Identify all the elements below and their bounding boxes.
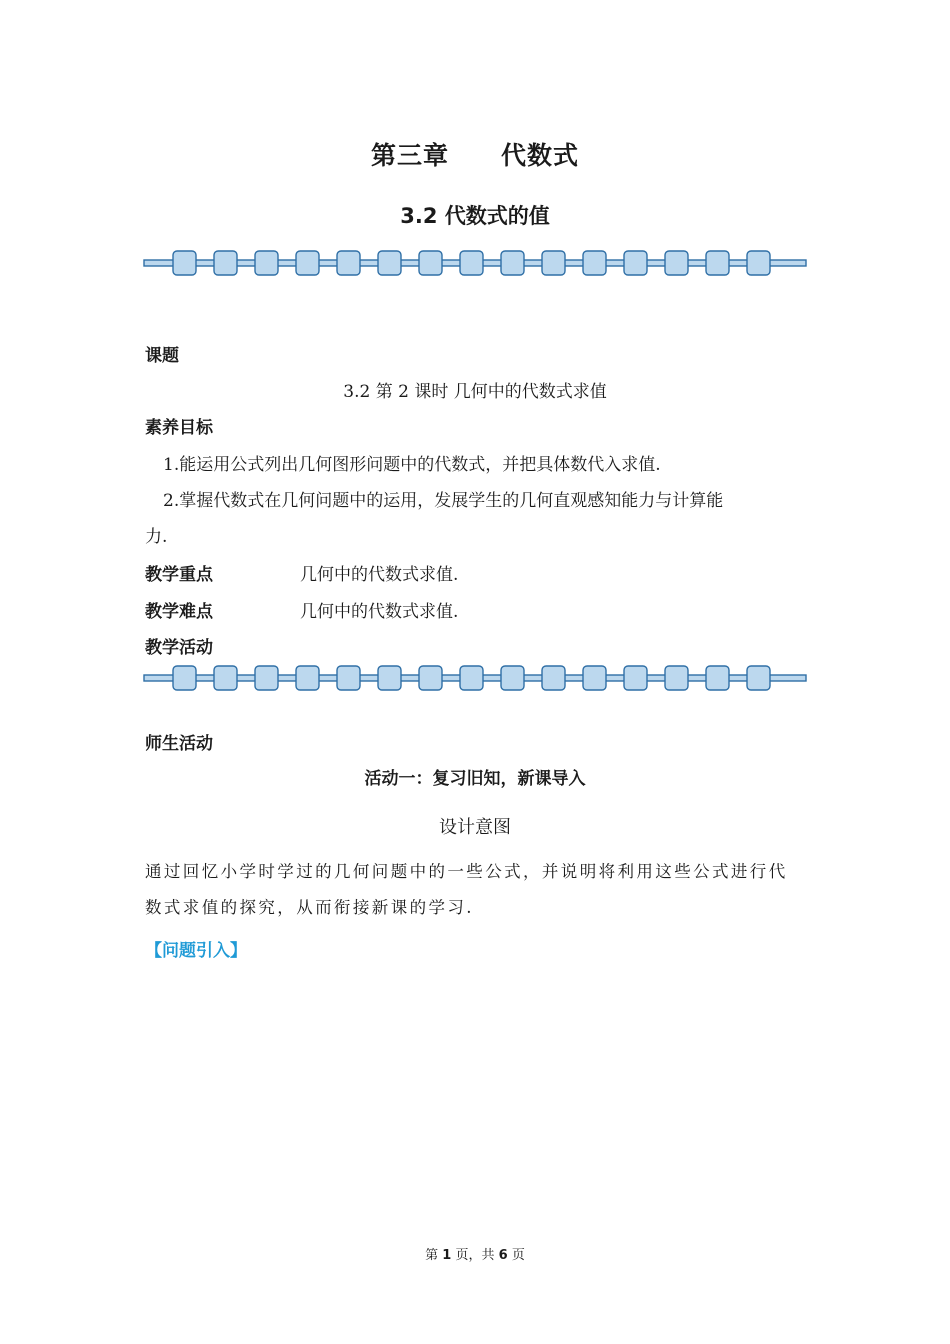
- divider-bead: [173, 666, 196, 690]
- divider-bead: [419, 251, 442, 275]
- divider-bead: [665, 251, 688, 275]
- teacher-student-heading: 师生活动: [145, 734, 213, 754]
- divider-bead: [665, 666, 688, 690]
- divider-bead: [501, 666, 524, 690]
- divider-bead: [706, 251, 729, 275]
- divider-bead: [378, 251, 401, 275]
- difficult-point-value: 几何中的代数式求值.: [300, 602, 459, 622]
- footer-suffix: 页: [511, 1248, 525, 1263]
- divider-bead: [296, 666, 319, 690]
- key-point-value: 几何中的代数式求值.: [300, 565, 459, 585]
- activities-heading: 教学活动: [145, 638, 213, 658]
- total-page-count: 6: [498, 1248, 508, 1263]
- divider-bead: [706, 666, 729, 690]
- topic-value: 3.2 第 2 课时 几何中的代数式求值: [343, 382, 607, 402]
- goal-item-1: 1.能运用公式列出几何图形问题中的代数式，并把具体数代入求值.: [163, 455, 661, 475]
- divider-bead: [255, 666, 278, 690]
- divider-bead: [296, 251, 319, 275]
- divider-bead: [378, 666, 401, 690]
- key-point-heading: 教学重点: [145, 565, 213, 585]
- decorative-divider-bottom: [143, 664, 807, 692]
- chapter-number: 第三章: [370, 141, 449, 170]
- divider-bead: [460, 251, 483, 275]
- divider-bead: [747, 666, 770, 690]
- divider-bead: [337, 251, 360, 275]
- difficult-point-heading: 教学难点: [145, 602, 213, 622]
- goals-heading: 素养目标: [145, 418, 213, 438]
- topic-heading: 课题: [145, 346, 179, 366]
- page-footer: [0, 1244, 950, 1263]
- design-intent-paragraph: [145, 854, 810, 926]
- question-intro-heading: 【问题引入】: [145, 941, 247, 961]
- goal-item-2-continued: 力.: [145, 527, 168, 547]
- divider-bead: [337, 666, 360, 690]
- divider-bead: [173, 251, 196, 275]
- decorative-divider-top: [143, 249, 807, 277]
- divider-bead: [214, 251, 237, 275]
- divider-bead: [624, 666, 647, 690]
- divider-bead: [583, 666, 606, 690]
- divider-bead: [419, 666, 442, 690]
- divider-bead: [624, 251, 647, 275]
- current-page-number: 1: [442, 1248, 452, 1263]
- divider-bead: [501, 251, 524, 275]
- activity-title: 活动一：复习旧知，新课导入: [364, 769, 586, 789]
- goal-item-2: 2.掌握代数式在几何问题中的运用，发展学生的几何直观感知能力与计算能: [163, 491, 724, 511]
- divider-bead: [460, 666, 483, 690]
- chapter-name: 代数式: [501, 141, 580, 170]
- divider-bead: [214, 666, 237, 690]
- divider-bead: [583, 251, 606, 275]
- paragraph-line-2: 数式求值的探究，从而衔接新课的学习.: [145, 898, 474, 917]
- section-title: 3.2 代数式的值: [400, 204, 550, 228]
- footer-middle: 页，共: [455, 1248, 495, 1263]
- divider-bead: [542, 251, 565, 275]
- divider-bead: [747, 251, 770, 275]
- design-intent-title: 设计意图: [439, 817, 511, 838]
- chapter-title: [0, 136, 950, 172]
- divider-bead: [542, 666, 565, 690]
- paragraph-line-1: 通过回忆小学时学过的几何问题中的一些公式，并说明将利用这些公式进行代: [145, 862, 788, 881]
- footer-prefix: 第: [425, 1248, 439, 1263]
- divider-bead: [255, 251, 278, 275]
